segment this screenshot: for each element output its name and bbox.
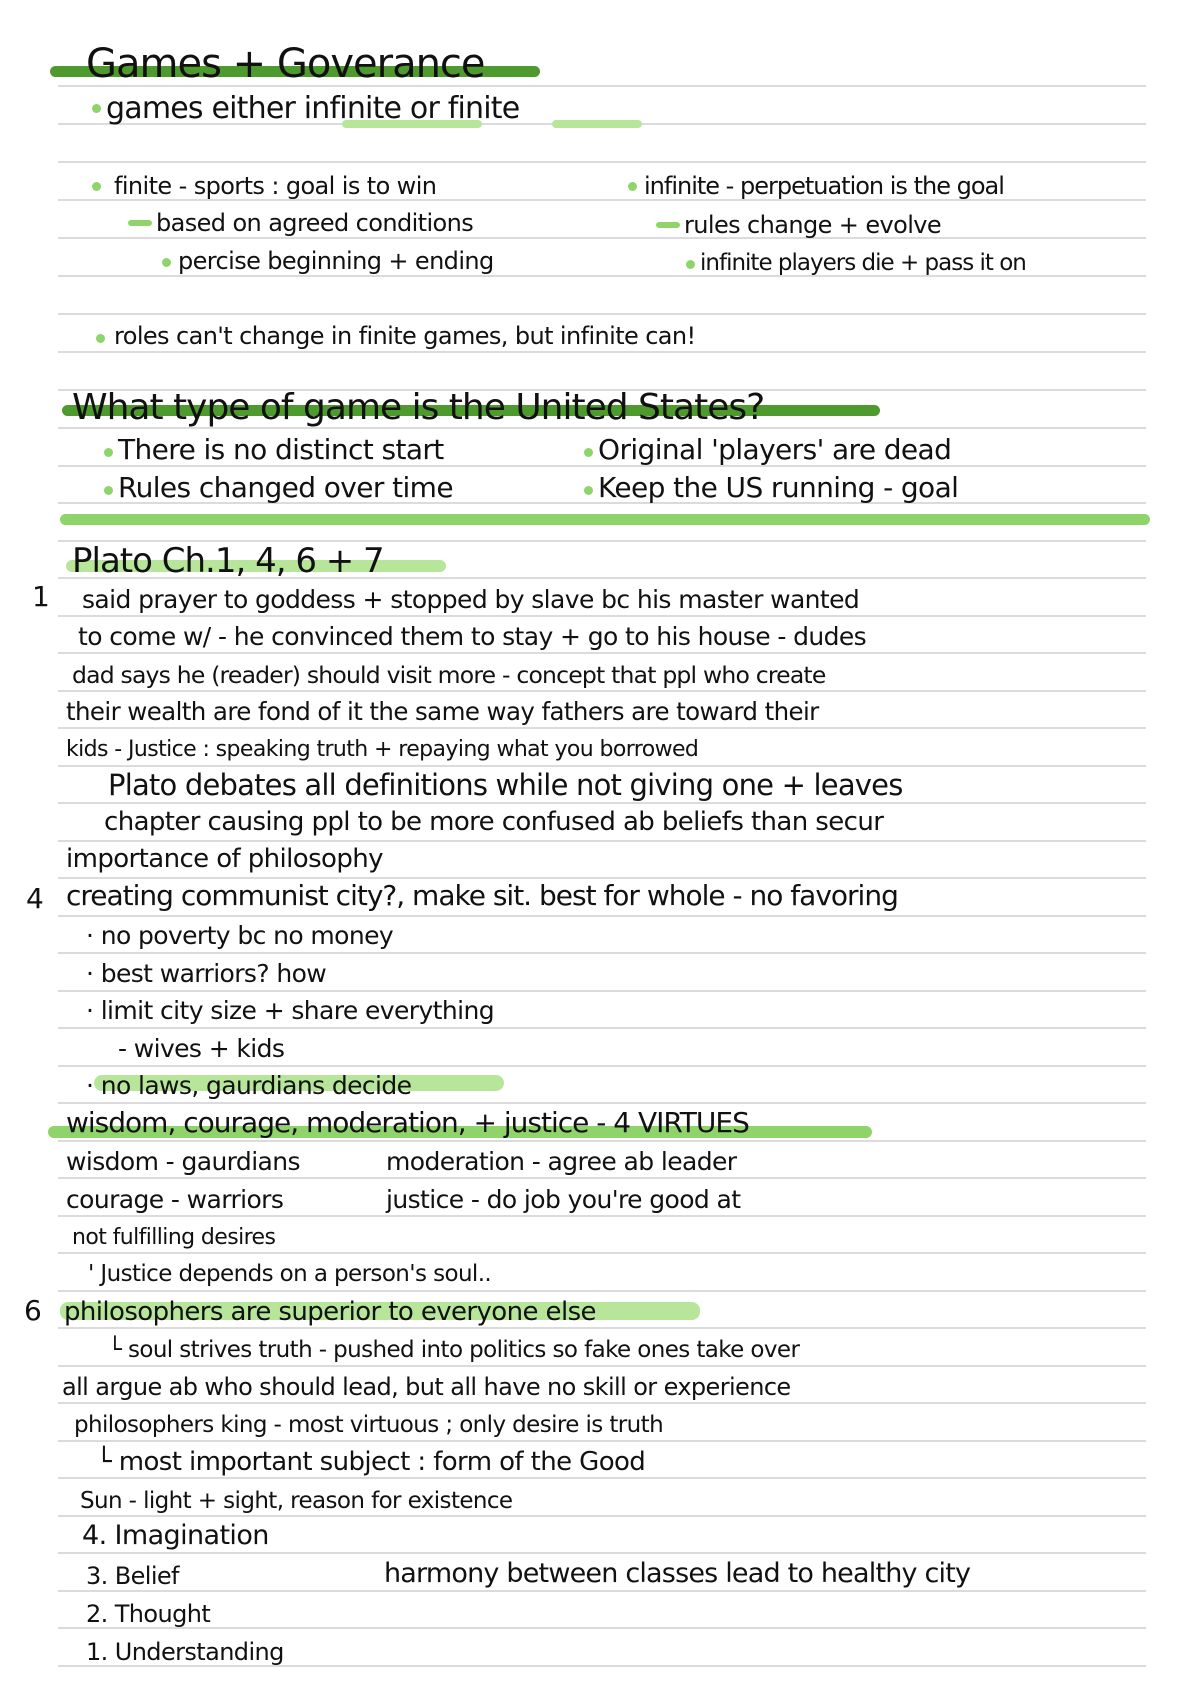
bullet-dot [628, 182, 637, 191]
ch6-head: philosophers are superior to everyone else [64, 1297, 596, 1327]
virtue-left: wisdom - gaurdians [66, 1147, 300, 1176]
bullet-dot [96, 334, 105, 343]
virtues-note: ' Justice depends on a person's soul.. [88, 1261, 492, 1287]
ch6-line: all argue ab who should lead, but all have no skill or experience [62, 1373, 791, 1401]
ch1-summary: chapter causing ppl to be more confused ab beliefs than secur [104, 807, 884, 837]
rules-note: roles can't change in finite games, but infinite can! [114, 322, 696, 350]
us-left-2: Rules changed over time [118, 471, 453, 504]
ch4-point: · no laws, gaurdians decide [86, 1071, 412, 1100]
ch1-line: kids - Justice : speaking truth + repaying what you borrowed [66, 737, 699, 762]
section-divider [60, 514, 1150, 525]
ch6-line: Sun - light + sight, reason for existence [80, 1488, 513, 1514]
us-right-1: Original 'players' are dead [598, 433, 952, 466]
ch4-head: creating communist city?, make sit. best for whole - no favoring [66, 879, 898, 912]
harmony-note: harmony between classes lead to healthy city [384, 1558, 971, 1589]
ch4-point: · limit city size + share everything [86, 996, 494, 1025]
finite-underline [552, 120, 642, 128]
us-heading: What type of game is the United States? [72, 387, 765, 428]
ch1-line: to come w/ - he convinced them to stay + go to his house - dudes [78, 622, 867, 651]
finite-sub2: percise beginning + ending [178, 247, 494, 275]
virtues-line: wisdom, courage, moderation, + justice - 4 VIRTUES [66, 1106, 749, 1139]
finite-sub1: based on agreed conditions [156, 209, 474, 237]
finite-head: finite - sports : goal is to win [114, 172, 437, 200]
bullet-dot [104, 486, 113, 495]
bullet-dot [686, 260, 695, 269]
ch1-summary: importance of philosophy [66, 844, 383, 874]
bullet-dot [584, 448, 593, 457]
intro-line: games either infinite or finite [106, 91, 520, 126]
virtue-right: moderation - agree ab leader [386, 1147, 737, 1176]
virtue-left: courage - warriors [66, 1185, 284, 1214]
knowledge-level: 2. Thought [86, 1600, 211, 1628]
bullet-dot [104, 448, 113, 457]
ch6-line: └ most important subject : form of the Good [96, 1447, 646, 1477]
virtue-right: justice - do job you're good at [386, 1185, 741, 1214]
sub-dash [128, 220, 152, 226]
bullet-dot [162, 258, 171, 267]
ch4-point: · no poverty bc no money [86, 921, 394, 950]
knowledge-level: 4. Imagination [82, 1520, 269, 1551]
infinite-head: infinite - perpetuation is the goal [644, 172, 1004, 200]
chapter-number: 6 [24, 1294, 42, 1327]
ch1-line: their wealth are fond of it the same way fathers are toward their [66, 697, 819, 726]
bullet-dot [92, 104, 101, 113]
ch4-point: · best warriors? how [86, 959, 327, 988]
knowledge-level: 1. Understanding [86, 1638, 284, 1666]
ch1-summary: Plato debates all definitions while not giving one + leaves [108, 768, 903, 802]
sub-dash [656, 222, 680, 228]
plato-heading: Plato Ch.1, 4, 6 + 7 [72, 541, 384, 581]
ch4-point: - wives + kids [118, 1034, 285, 1063]
ch6-line: └ soul strives truth - pushed into politics so fake ones take over [108, 1337, 800, 1363]
virtue-left: not fulfilling desires [72, 1225, 276, 1250]
ch6-line: philosophers king - most virtuous ; only desire is truth [74, 1412, 664, 1438]
ch1-line: said prayer to goddess + stopped by slave bc his master wanted [82, 585, 860, 614]
knowledge-level: 3. Belief [86, 1562, 179, 1590]
chapter-number: 4 [26, 882, 44, 915]
infinite-sub1: rules change + evolve [684, 211, 942, 239]
infinite-sub2: infinite players die + pass it on [700, 250, 1026, 276]
page-title: Games + Goverance [86, 41, 485, 87]
ch1-line: dad says he (reader) should visit more - concept that ppl who create [72, 661, 826, 689]
bullet-dot [584, 486, 593, 495]
us-left-1: There is no distinct start [118, 433, 444, 466]
chapter-number: 1 [32, 580, 50, 613]
bullet-dot [92, 182, 101, 191]
us-right-2: Keep the US running - goal [598, 471, 959, 504]
